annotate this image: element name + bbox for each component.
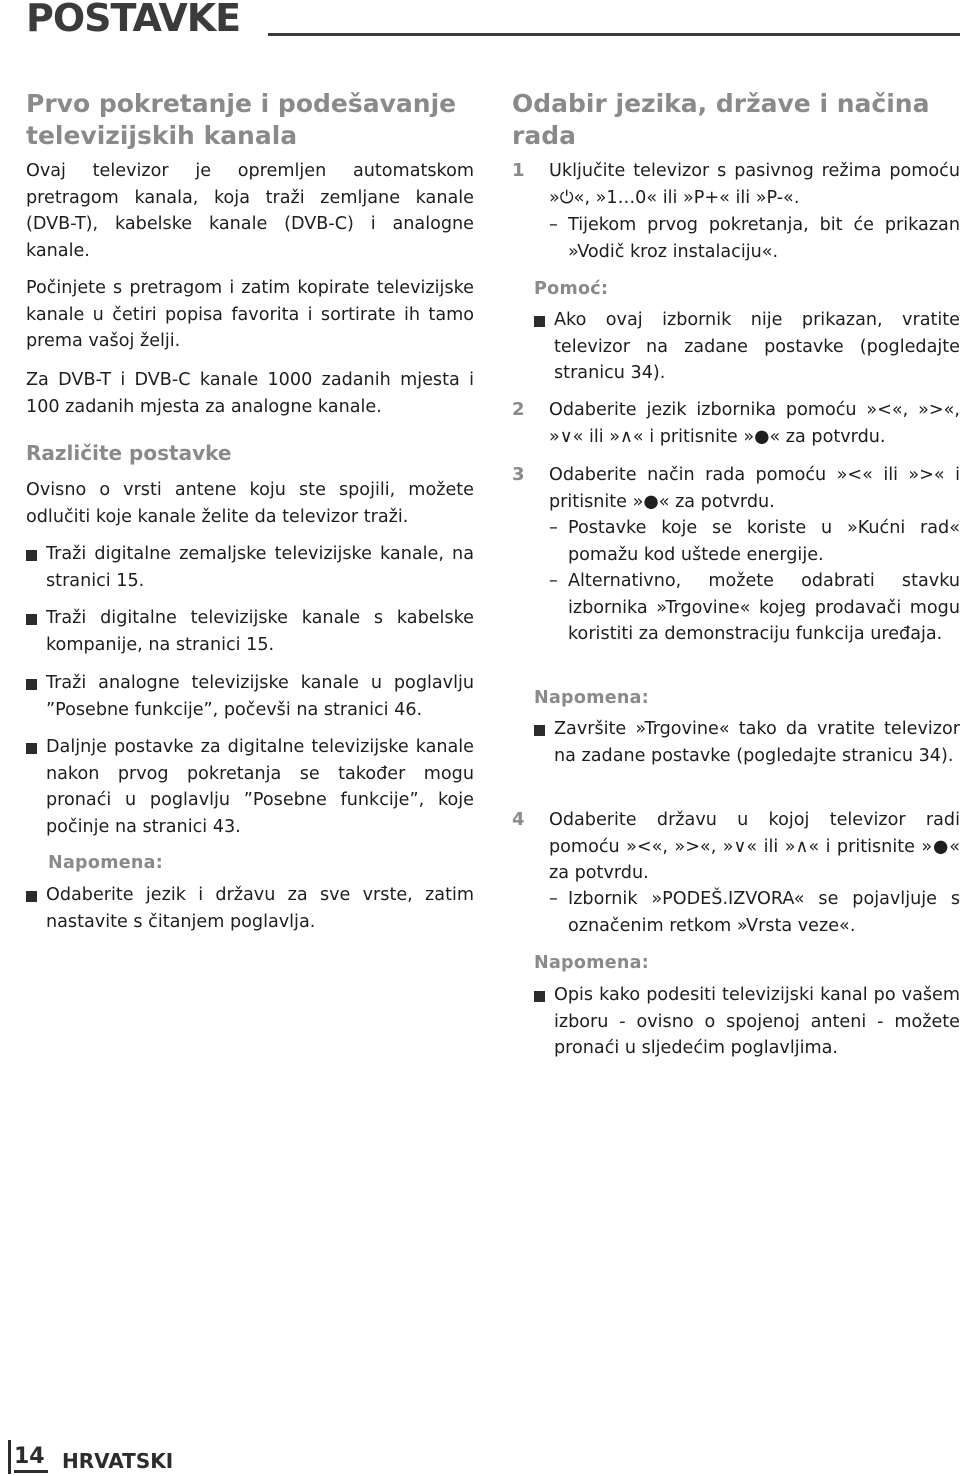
step-text: Odaberite jezik izbornika pomoću »<«, »>«, »∨« ili »∧« i pritisnite »●« za potvrdu. [549, 400, 960, 447]
step-number: 4 [512, 809, 525, 830]
list-item-text: Traži digitalne zemaljske televizijske kanale, na stranici 15. [46, 544, 474, 591]
list-item-text: Traži analogne televizijske kanale u poglavlju ”Posebne funkcije”, počevši na stranici 46. [46, 673, 474, 720]
step-text: Odaberite način rada pomoću »<« ili »>« i pritisnite »●« za potvrdu. [549, 465, 960, 512]
subitem-text: Alternativno, možete odabrati stavku izbornika »Trgovine« kojeg prodavači mogu koristiti za demonstraciju funkcija uređaja. [568, 571, 960, 644]
note-label: Napomena: [534, 953, 650, 973]
subitem-text: Postavke koje se koriste u »Kućni rad« pomažu kod uštede energije. [568, 518, 960, 565]
section-heading-first-setup: Prvo pokretanje i podešavanje televizijskih kanala [26, 89, 457, 150]
paragraph-antenna: Ovisno o vrsti antene koju ste spojili, možete odlučiti koje kanale želite da televizor traži. [26, 480, 474, 527]
note-label: Napomena: [534, 688, 650, 708]
step-text: Odaberite državu u kojoj televizor radi pomoću »<«, »>«, »∨« ili »∧« i pritisnite »●« za potvrdu. [549, 810, 960, 883]
bullet-square-icon [26, 614, 37, 625]
dash-marker: – [549, 889, 558, 909]
note-item [534, 716, 960, 796]
list-item-text: Daljnje postavke za digitalne televizijske kanale nakon prvog pokretanja se također mogu pronaći u poglavlju ”Posebne funkcije”, koje počinje na stranici 43. [46, 737, 474, 837]
note-item [26, 882, 474, 936]
list-item-text: Traži digitalne televizijske kanale s kabelske kompanije, na stranici 15. [46, 608, 474, 655]
page-number-underline [14, 1470, 48, 1473]
section-heading-settings: Različite postavke [26, 441, 232, 465]
help-label: Pomoć: [534, 279, 609, 299]
note-label: Napomena: [48, 853, 164, 873]
note-text: Ako ovaj izbornik nije prikazan, vratite televizor na zadane postavke (pogledajte stranicu 34). [554, 310, 960, 383]
step-item [512, 158, 960, 212]
note-text: Završite »Trgovine« tako da vratite televizor na zadane postavke (pogledajte stranicu 34). [554, 719, 960, 766]
step-subitem [549, 568, 960, 674]
bullet-square-icon [26, 891, 37, 902]
bullet-square-icon [534, 725, 545, 736]
step-number: 2 [512, 399, 525, 420]
note-item [534, 307, 960, 387]
step-subitem [549, 212, 960, 266]
list-item [26, 605, 474, 659]
page-footer [0, 1440, 960, 1476]
dash-marker: – [549, 518, 558, 538]
step-item [512, 462, 960, 516]
step-text: Uključite televizor s pasivnog režima pomoću »⏻«, »1…0« ili »P+« ili »P-«. [549, 161, 960, 208]
list-item [26, 734, 474, 842]
step-subitem [549, 515, 960, 569]
intro-paragraph: Ovaj televizor je opremljen automatskom pretragom kanala, koja traži zemljane kanale (DVB-T), kabelske kanale (DVB-C) i analogne kanale. [26, 161, 474, 261]
step-item [512, 397, 960, 451]
dash-marker: – [549, 571, 558, 591]
page-header [26, 0, 960, 44]
footer-bar [8, 1440, 11, 1474]
page-title: POSTAVKE [26, 0, 241, 40]
subitem-text: Tijekom prvog pokretanja, bit će prikazan »Vodič kroz instalaciju«. [568, 215, 960, 262]
dash-marker: – [549, 215, 558, 235]
header-rule [268, 33, 960, 36]
note-item [534, 982, 960, 1062]
paragraph-positions: Za DVB-T i DVB-C kanale 1000 zadanih mjesta i 100 zadanih mjesta za analogne kanale. [26, 370, 474, 417]
bullet-square-icon [534, 316, 545, 327]
paragraph-favorites: Počinjete s pretragom i zatim kopirate televizijske kanale u četiri popisa favorita i sortirate ih tamo prema vašoj želji. [26, 278, 474, 351]
bullet-square-icon [26, 743, 37, 754]
list-item [26, 670, 474, 724]
note-text: Odaberite jezik i državu za sve vrste, zatim nastavite s čitanjem poglavlja. [46, 885, 474, 932]
bullet-square-icon [534, 991, 545, 1002]
footer-language: HRVATSKI [62, 1449, 174, 1473]
bullet-square-icon [26, 550, 37, 561]
bullet-square-icon [26, 679, 37, 690]
page-number: 14 [14, 1444, 45, 1469]
step-subitem [549, 886, 960, 940]
step-number: 3 [512, 464, 525, 485]
step-number: 1 [512, 160, 525, 181]
note-text: Opis kako podesiti televizijski kanal po vašem izboru - ovisno o spojenoj anteni - možete pronaći u sljedećim poglavljima. [554, 985, 960, 1058]
list-item [26, 541, 474, 595]
step-item [512, 807, 960, 887]
section-heading-language: Odabir jezika, države i načina rada [512, 89, 930, 150]
subitem-text: Izbornik »PODEŠ.IZVORA« se pojavljuje s označenim retkom »Vrsta veze«. [568, 889, 960, 936]
